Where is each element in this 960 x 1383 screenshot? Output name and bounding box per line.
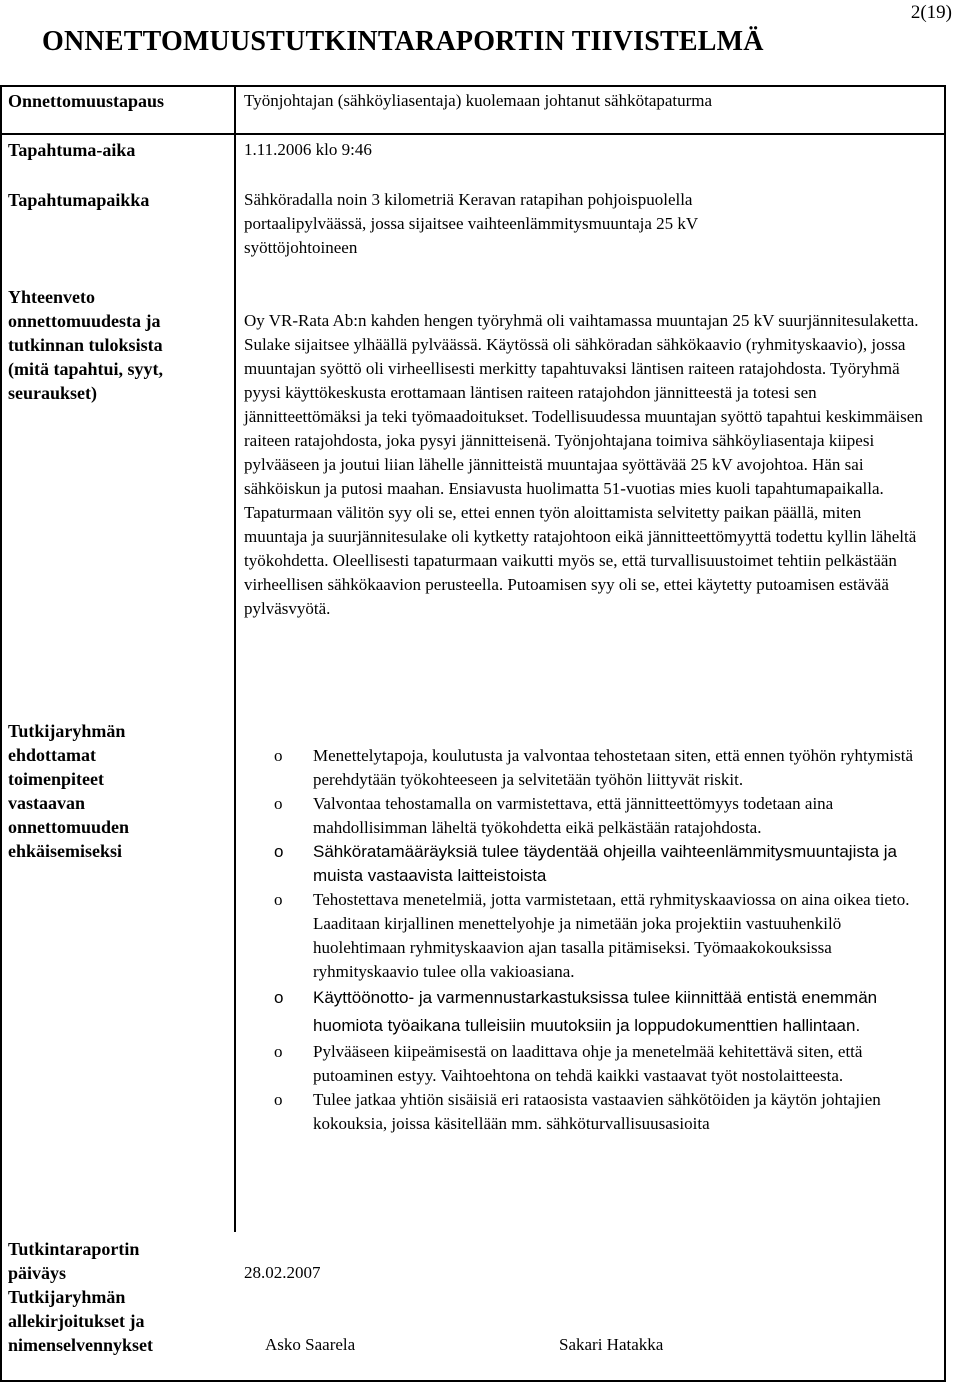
measure-text: Valvontaa tehostamalla on varmistettava, että jännitteettömyys todetaan aina mahdollisimman läheltä työkohdetta eikä pelkästään ratajohdosta.	[313, 794, 834, 837]
event-label: Onnettomuustapaus	[8, 91, 165, 111]
report-date-value: 28.02.2007	[244, 1263, 321, 1282]
event-value: Työnjohtajan (sähköyliasentaja) kuolemaan johtanut sähkötapaturma	[244, 91, 713, 110]
summary-label-line: Yhteenveto	[8, 287, 95, 307]
bullet: o	[274, 890, 283, 909]
column-divider	[234, 85, 236, 1232]
bullet: o	[274, 988, 284, 1007]
measure-text: Tehostettava menetelmiä, jotta varmistetaan, että ryhmityskaaviossa on aina oikea tieto. Laaditaan kirjallinen menettelyohje ja nimetään joka projektiin vastuuhenkilö huolehtimaan ryhmityskaavion ajan tasalla pitämiseksi. Työmaakokouksissa ryhmityskaavio tulee olla vakioasiana.	[313, 890, 910, 981]
signature-name-1: Asko Saarela	[265, 1335, 356, 1354]
measure-text: Pylvääseen kiipeämisestä on laadittava ohje ja menetelmää kehitettävä siten, että putoaminen estyy. Vaihtoehtona on tehdä kaikki vastaavat työt nostolaitteesta.	[313, 1042, 863, 1085]
measures-label-line: onnettomuuden	[8, 817, 130, 837]
summary-paragraph-1: Oy VR-Rata Ab:n kahden hengen työryhmä oli vaihtamassa muuntajan 25 kV suurjännitesulaketta. Sulake sijaitsee ylhäällä pylväässä. Käytössä oli sähköradan sähkökaavio (ryhmityskaavio), jossa muuntajan syöttö oli virheellisesti merkitty tapahtuvaksi läntisen raiteen ratajohdosta. Työryhmä pyysi käyttökeskusta erottamaan läntisen raiteen ratajohdon jännitteestä ja totesi sen jännitteettömäksi ja teki työmaadoitukset. Todellisuudessa muuntajan syöttö tapahtui keskimmäisen raiteen ratajohdosta, joka pysyi jännitteisenä. Työnjohtajana toimiva sähköyliasentaja kiipesi pylvääseen ja joutui liian lähelle jännitteistä muuntajaa syöttävää 25 kV avojohtoa. Hän sai sähköiskun ja putosi maahan. Ensiavusta huolimatta 51-vuotias mies kuoli tapahtumapaikalla.	[244, 311, 923, 498]
list-item	[244, 888, 924, 984]
signatures-label-line: allekirjoitukset ja	[8, 1311, 145, 1331]
row-divider	[0, 133, 944, 135]
bullet: o	[274, 842, 284, 861]
measures-label-line: ehdottamat	[8, 745, 96, 765]
measure-text: Käyttöönotto- ja varmennustarkastuksissa tulee kiinnittää entistä enemmän huomiota työaikana tulleisiin muutoksiin ja loppudokumenttien hallintaan.	[313, 988, 878, 1035]
document-title: ONNETTOMUUSTUTKINTARAPORTIN TIIVISTELMÄ	[42, 26, 764, 57]
page-number: 2(19)	[910, 2, 952, 23]
list-item	[244, 840, 924, 888]
measure-text: Menettelytapoja, koulutusta ja valvontaa tehostetaan siten, että ennen työhön ryhtymistä perehdytään työkohteeseen ja selvitetään työhön liittyvät riskit.	[313, 746, 914, 789]
place-label: Tapahtumapaikka	[8, 190, 150, 210]
summary-paragraph-2: Tapaturmaan välitön syy oli se, ettei ennen työn aloittamista selvitetty paikan päällä, miten muuntaja ja suurjännitesulake oli kytketty ratajohtoon eikä jännitteettömyyttä todettu kyllin läheltä työkohdetta. Oleellisesti tapaturmaan vaikutti myös se, että turvallisuustoimet tehtiin pelkästään virheellisen sähkökaavion perusteella. Putoamisen syy oli se, ettei käytetty putoamisen estävää pylväsvyötä.	[244, 503, 917, 618]
measures-list	[244, 744, 924, 1136]
list-item	[244, 744, 924, 792]
signatures-label-line: Tutkijaryhmän	[8, 1287, 126, 1307]
measure-text: Tulee jatkaa yhtiön sisäisiä eri rataosista vastaavien sähkötöiden ja käytön johtajien kokouksia, joissa käsitellään mm. sähköturvallisuusasioita	[313, 1090, 881, 1133]
measure-text: Sähköratamääräyksiä tulee täydentää ohjeilla vaihteenlämmitysmuuntajista ja muista vastaavista laitteistoista	[313, 842, 897, 885]
place-line: portaalipylväässä, jossa sijaitsee vaihteenlämmitysmuuntaja 25 kV	[244, 214, 699, 233]
summary-text	[244, 309, 924, 621]
bullet: o	[274, 794, 283, 813]
summary-label-line: onnettomuudesta ja	[8, 311, 161, 331]
summary-label	[8, 285, 163, 405]
signatures-label-line: nimenselvennykset	[8, 1335, 154, 1355]
measures-label-line: ehkäisemiseksi	[8, 841, 123, 861]
summary-label-line: (mitä tapahtui, syyt,	[8, 359, 164, 379]
time-label: Tapahtuma-aika	[8, 140, 136, 160]
place-value	[244, 188, 698, 260]
place-line: syöttöjohtoineen	[244, 238, 358, 257]
list-item	[244, 1088, 924, 1136]
measures-label-line: vastaavan	[8, 793, 86, 813]
bullet: o	[274, 1042, 283, 1061]
measures-label	[8, 719, 129, 863]
list-item	[244, 1040, 924, 1088]
summary-table-frame	[0, 85, 946, 1382]
report-date-label	[8, 1237, 139, 1285]
report-date-label-line: Tutkintaraportin	[8, 1239, 140, 1259]
bullet: o	[274, 1090, 283, 1109]
signature-name-2: Sakari Hatakka	[559, 1335, 664, 1354]
time-value: 1.11.2006 klo 9:46	[244, 140, 372, 159]
summary-label-line: tutkinnan tuloksista	[8, 335, 163, 355]
measures-label-line: toimenpiteet	[8, 769, 104, 789]
bullet: o	[274, 746, 283, 765]
place-line: Sähköradalla noin 3 kilometriä Keravan ratapihan pohjoispuolella	[244, 190, 693, 209]
summary-label-line: seuraukset)	[8, 383, 97, 403]
report-date-label-line: päiväys	[8, 1263, 67, 1283]
list-item	[244, 984, 924, 1040]
list-item	[244, 792, 924, 840]
signatures-label	[8, 1285, 153, 1357]
measures-label-line: Tutkijaryhmän	[8, 721, 126, 741]
